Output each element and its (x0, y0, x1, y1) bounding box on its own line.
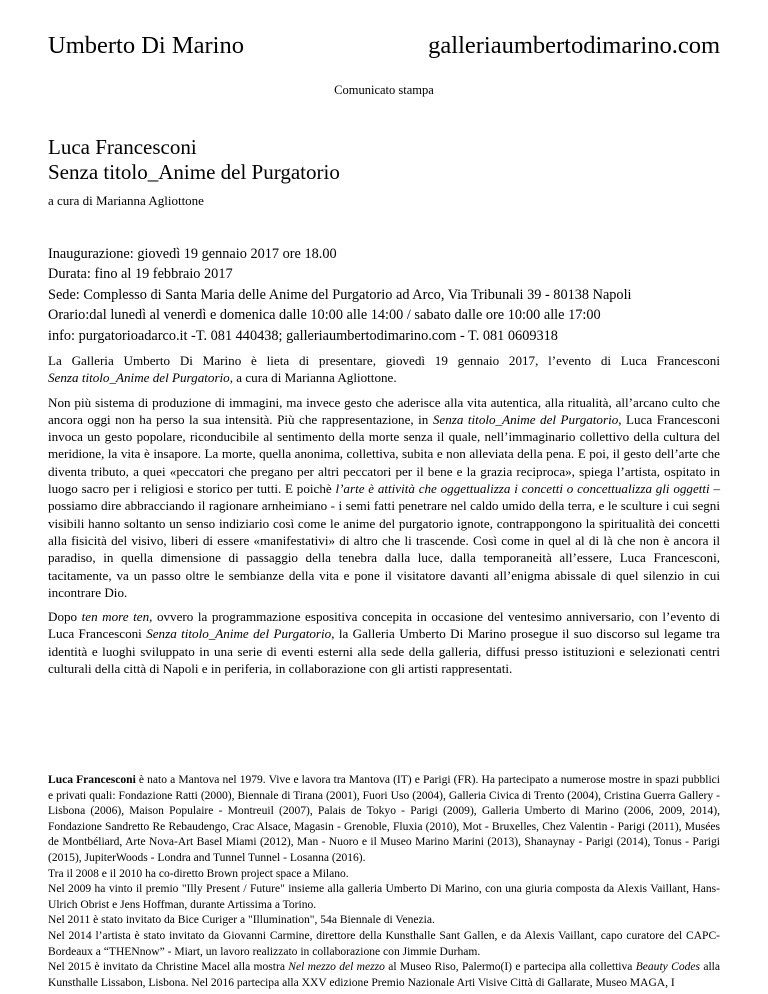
letterhead (48, 0, 720, 60)
exhibition-title-block (48, 135, 340, 184)
bio-line-biennale: Nel 2011 è stato invitato da Bice Curiger a "Illumination", 54a Biennale di Venezia. (48, 914, 435, 927)
artist-name: Luca Francesconi (48, 135, 197, 159)
program-text-2: ovvero la programmazione espositiva concepita in occasione del ventesimo anniversario, con l’evento di Luca Francesconi (48, 609, 720, 642)
opening-date: Inaugurazione: giovedì 19 gennaio 2017 ore 18.00 (48, 246, 337, 262)
program-text-1: Dopo (48, 609, 82, 625)
description-text-2: , Luca Francesconi invoca un gesto popolare, riconducibile al sentimento della morte senza il quale, nell’immaginario collettivo della cultura del meridione, la vita è insapore. La morte, quella anonima, collettiva, subita e non alleviata della pena. E poi, il gesto dell’arte che diventa tributo, a quei «peccatori che pregano per altri peccatori per il bene e la grazia reciproca», spiega l’artista, ospitato in luogo sacro per i religiosi e storico per tutti. E poichè (48, 411, 720, 497)
opening-hours: Orario:dal lunedì al venerdì e domenica dalle 10:00 alle 14:00 / sabato dalle ore 10:00 alle 17:00 (48, 307, 601, 324)
bio-paragraph (48, 773, 720, 867)
bio-line-2015 (48, 960, 720, 991)
bio-2015-italic-1: Nel mezzo del mezzo (288, 961, 385, 974)
bio-2015-italic-2: Beauty Codes (635, 961, 700, 974)
intro-text: La Galleria Umberto Di Marino è lieta di presentare, giovedì 19 gennaio 2017, l’evento di Luca Francesconi (48, 353, 720, 368)
intro-paragraph (48, 352, 720, 387)
duration: Durata: fino al 19 febbraio 2017 (48, 266, 233, 283)
description-text-1: Non più sistema di produzione di immagini, ma invece gesto che aderisce alla vita autentica, alla ritualità, all’arcano culto che ancora oggi non ha perso la sua intensità. Più che rappresentazione, in (48, 394, 720, 427)
gallery-website: galleriaumbertodimarino.com (428, 32, 720, 59)
program-italic-1: ten more ten, (81, 609, 153, 625)
program-text-3: , la Galleria Umberto Di Marino prosegue il suo discorso sul legame tra identità e luoghi sviluppato in una serie di eventi esterni alla sede della galleria, diffusi presso istituzioni e selezionati centri culturali della città di Napoli e in periferia, in collaborazione con gli artisti rappresentati. (48, 626, 720, 677)
venue: Sede: Complesso di Santa Maria delle Anime del Purgatorio ad Arco, Via Tribunali 39 - 80138 Napoli (48, 286, 632, 303)
curator-line: a cura di Marianna Agliottone (48, 193, 204, 208)
description-italic-quote: l’arte è attività che oggettualizza i concetti o concettualizza gli oggetti (335, 481, 710, 497)
bio-2015-text-2: al Museo Riso, Palermo(I) e partecipa alla collettiva (384, 961, 636, 974)
bio-text-1: è nato a Mantova nel 1979. Vive e lavora tra Mantova (IT) e Parigi (FR). Ha partecipato a numerose mostre in spazi pubblici e privati quali: Fondazione Ratti (2000), Biennale di Tirana (2001), Fuori Uso (2004), Galleria Civica di Trento (2004), Cristina Guerra Gallery - Lisbona (2006), Maison Populaire - Montreuil (2007), Palais de Tokyo - Parigi (2009), Galleria Umberto di Marino (2006, 2009, 2014), Fondazione Sandretto Re Rebaudengo, Crac Alsace, Magasin - Grenoble, Fluxia (2010), Mot - Bruxelles, Chez Valentin - Parigi (2011), Musées de Montbéliard, Arte Nova-Art Basel Miami (2012), Man - Nuoro e il Museo Marino Marini (2013), Shanaynay - Parigi (2014), Tonus - Parigi (2015), JupiterWoods - Londra and Tunnel Tunnel - Losanna (2016). (48, 774, 720, 864)
description-paragraph (48, 394, 720, 602)
exhibition-title: Senza titolo_Anime del Purgatorio (48, 159, 340, 184)
gallery-name: Umberto Di Marino (48, 32, 244, 59)
contact-info: info: purgatorioadarco.it -T. 081 440438; galleriaumbertodimarino.com - T. 081 0609318 (48, 327, 558, 344)
bio-2015-text-3: alla Kunsthalle Lissabon, Lisbona. Nel 2016 partecipa alla XXV edizione Premio Nazionale Arti Visive Città di Gallarate, Museo MAGA, I (48, 961, 720, 989)
event-info (48, 244, 632, 346)
program-paragraph (48, 608, 720, 677)
description-italic-title: Senza titolo_Anime del Purgatorio (432, 411, 619, 427)
intro-title-italic: Senza titolo_Anime del Purgatorio, (48, 370, 233, 386)
program-italic-2: Senza titolo_Anime del Purgatorio (146, 626, 332, 642)
bio-artist-name: Luca Francesconi (48, 774, 136, 786)
bio-line-illy: Nel 2009 ha vinto il premio "Illy Present / Future" insieme alla galleria Umberto Di Marino, con una giuria composta da Alexis Vaillant, Hans-Ulrich Obrist e Jens Hoffman, durante Artissima a Torino. (48, 883, 720, 911)
artist-bio (48, 773, 720, 991)
bio-line-brown: Tra il 2008 e il 2010 ha co-diretto Brown project space a Milano. (48, 867, 349, 880)
bio-line-thennow: Nel 2014 l’artista è stato invitato da Giovanni Carmine, direttore della Kunsthalle Sant Gallen, e da Alexis Vaillant, capo curatore del CAPC-Bordeaux a “THENnow” - Miart, un lavoro realizzato in collaborazione con Jimmie Durham. (48, 929, 720, 958)
press-text (48, 352, 720, 684)
press-release-page (48, 0, 721, 989)
press-release-label: Comunicato stampa (334, 83, 434, 97)
intro-curator-text: a cura di Marianna Agliottone. (233, 370, 397, 386)
bio-2015-text-1: Nel 2015 è invitato da Christine Macel alla mostra (48, 961, 289, 974)
description-text-3: – possiamo dire abbracciando il ragionare arnheimiano - i semi fatti penetrare nel caldo umido della terra, e le sculture i cui segni visibili hanno soltanto un senso indiziario così come le anime del purgatorio ignote, contrappongono la spiritualità dei concetti alla fisicità del visivo, liberi di essere «manifestativi» di altro che li trascende. Così come in quel al di là che non è ancora il paradiso, in quella dimensione di passaggio della tenebra dalla luce, dalla temporaneità all’essere, Luca Francesconi, tacitamente, va un passo oltre le sembianze della vita e pone il visitatore davanti all’enigma abissale di quel silenzio in cui incontrare Dio. (48, 481, 721, 600)
